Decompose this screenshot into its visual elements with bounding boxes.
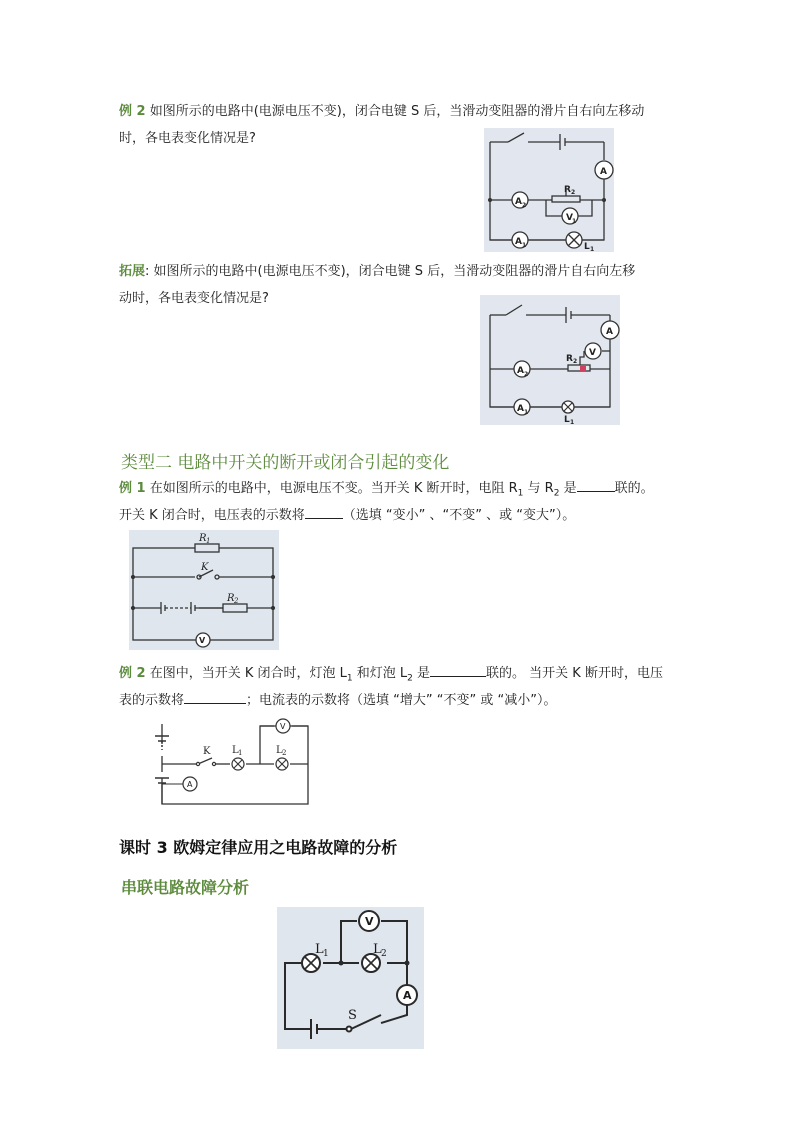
svg-text:2: 2 <box>234 597 239 605</box>
svg-text:2: 2 <box>571 189 576 196</box>
svg-text:V: V <box>199 636 206 645</box>
svg-text:V: V <box>566 213 573 223</box>
ext-circuit-figure <box>480 295 620 425</box>
svg-text:A: A <box>517 366 524 376</box>
ex2-question-line2: 时，各电表变化情况是? <box>119 131 256 146</box>
svg-text:L: L <box>584 242 590 252</box>
t2ex1-circuit-figure <box>129 530 279 650</box>
t2ex2-blank-1[interactable] <box>430 662 486 677</box>
ext-tag: 拓展 <box>119 264 146 279</box>
ex2-circuit-figure <box>484 128 614 252</box>
t2ex1-line1: 例 1 在如图所示的电路中，电源电压不变。当开关 K 断开时，电阻 $R_1$ 与 $R_2$ 是 联的。 <box>119 477 654 504</box>
svg-text:1: 1 <box>524 409 529 416</box>
svg-text:2: 2 <box>573 358 578 365</box>
t2ex1-blank-1[interactable] <box>577 477 615 492</box>
t2ex2-blank-2[interactable] <box>184 689 246 704</box>
svg-text:S: S <box>348 1008 357 1023</box>
svg-text:K: K <box>201 562 209 573</box>
series-heading: 串联电路故障分析 <box>121 878 250 897</box>
svg-text:V: V <box>365 915 374 928</box>
ext-question-line2: 动时，各电表变化情况是? <box>119 291 269 306</box>
svg-text:L: L <box>276 745 283 756</box>
ext-text-1: : 如图所示的电路中(电源电压不变)，闭合电键 S 后，当滑动变阻器的滑片自右向左移 <box>145 264 636 279</box>
svg-text:1: 1 <box>323 949 329 959</box>
svg-text:V: V <box>280 722 286 731</box>
ex2-text-1: 如图所示的电路中(电源电压不变)，闭合电键 S 后，当滑动变阻器的滑片自右向左移动 <box>149 104 645 119</box>
svg-text:2: 2 <box>522 202 527 209</box>
svg-text:L: L <box>373 942 382 957</box>
t2ex1-tag: 例 1 <box>119 481 146 496</box>
svg-text:V: V <box>589 348 596 358</box>
svg-text:2: 2 <box>381 949 387 959</box>
svg-text:A: A <box>187 780 193 789</box>
ext-question-line1 <box>119 262 635 282</box>
svg-text:A: A <box>403 989 412 1002</box>
t2ex2-line1: 例 2 在图中，当开关 K 闭合时，灯泡 $L_1$ 和灯泡 $L_2$ 是 联的。 当开关 K 断开时，电压 <box>119 662 663 689</box>
t2ex2-line2: 表的示数将 ；电流表的示数将（选填 “增大” “不变” 或 “减小”）。 <box>119 689 556 711</box>
svg-text:1: 1 <box>572 218 577 225</box>
svg-text:A: A <box>515 237 522 247</box>
svg-text:K: K <box>203 746 211 757</box>
svg-text:L: L <box>232 745 239 756</box>
svg-text:1: 1 <box>238 749 243 757</box>
type2-heading: 类型二 电路中开关的断开或闭合引起的变化 <box>121 453 450 473</box>
svg-text:L: L <box>564 415 570 425</box>
svg-text:A: A <box>517 404 524 414</box>
svg-text:L: L <box>315 942 324 957</box>
t2ex1-blank-2[interactable] <box>305 504 343 519</box>
svg-text:R: R <box>199 533 207 544</box>
svg-text:2: 2 <box>282 749 287 757</box>
svg-text:A: A <box>606 327 613 337</box>
svg-text:2: 2 <box>524 371 529 378</box>
ex2-tag: 例 2 <box>119 104 146 119</box>
svg-text:1: 1 <box>522 242 527 249</box>
svg-text:A: A <box>600 167 607 177</box>
svg-text:1: 1 <box>590 246 595 252</box>
svg-text:R: R <box>566 354 573 364</box>
svg-text:R: R <box>227 593 235 604</box>
svg-text:1: 1 <box>206 537 211 545</box>
t2ex2-circuit-figure <box>150 716 315 811</box>
t2ex2-tag: 例 2 <box>119 666 146 681</box>
ex2-question-line1 <box>119 102 644 122</box>
t2ex1-line2: 开关 K 闭合时，电压表的示数将 （选填 “变小” 、“不变” 、或 “变大”）。 <box>119 504 575 526</box>
svg-text:A: A <box>515 197 522 207</box>
svg-text:1: 1 <box>570 419 575 425</box>
lesson3-heading: 课时 3 欧姆定律应用之电路故障的分析 <box>119 838 398 857</box>
series-circuit-figure <box>277 907 424 1049</box>
svg-text:R: R <box>564 185 571 195</box>
